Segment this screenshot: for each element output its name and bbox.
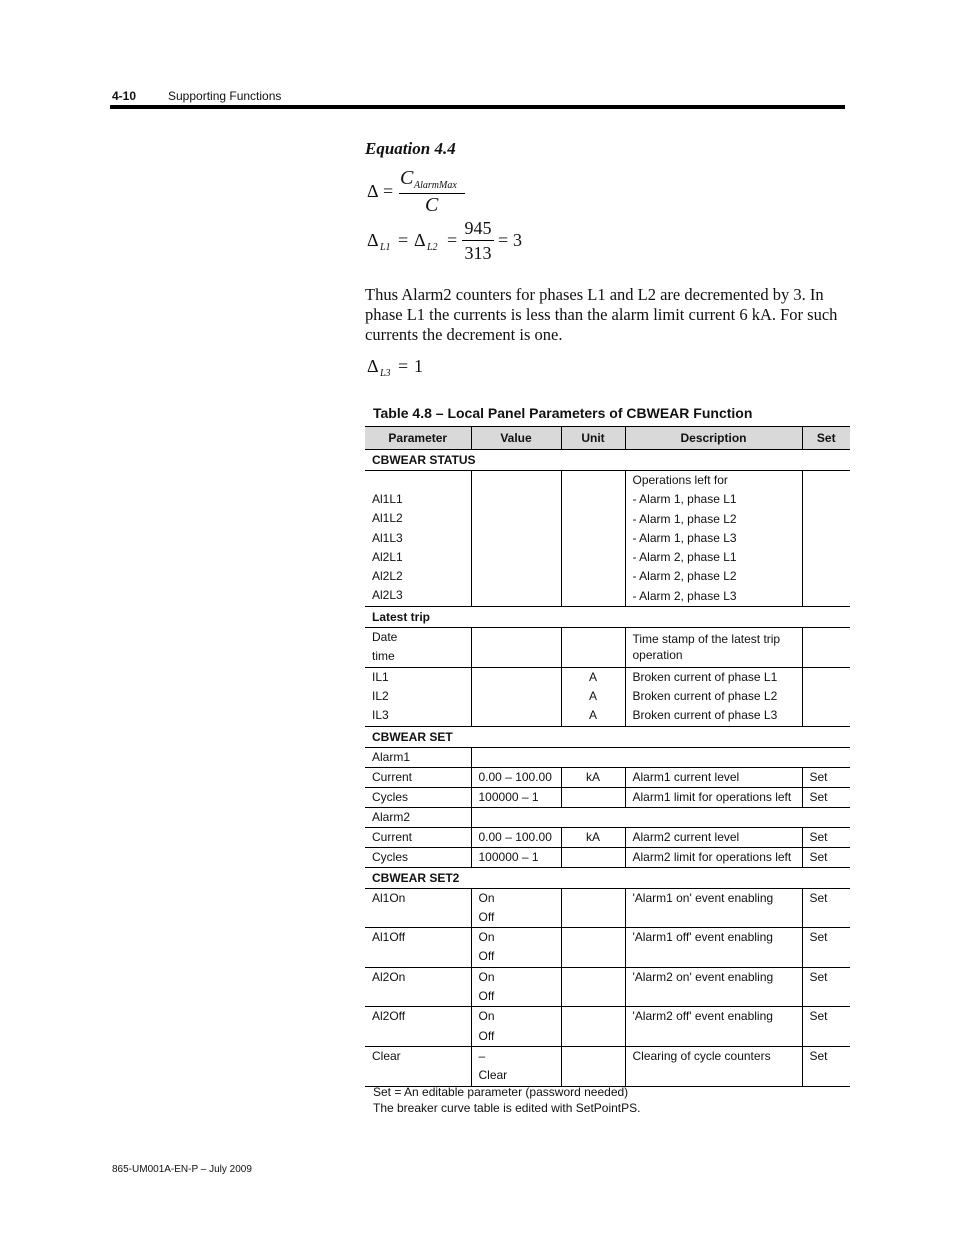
param-cell: Al1L1	[372, 492, 403, 506]
header-rule	[110, 105, 845, 109]
table-row	[365, 667, 850, 726]
set-cell: Set	[802, 888, 850, 928]
equals-sign: =	[383, 181, 394, 201]
desc-cell: Alarm1 current level	[625, 767, 802, 787]
section-row	[365, 726, 850, 747]
unit-cell	[561, 888, 625, 928]
desc-cell: - Alarm 2, phase L3	[632, 588, 737, 603]
desc-cell: Broken current of phase L1	[632, 669, 778, 684]
unit-cell: kA	[561, 767, 625, 787]
section-title: Supporting Functions	[168, 89, 282, 103]
unit-cell	[561, 787, 625, 807]
param-cell: IL2	[372, 688, 389, 703]
desc-cell: Broken current of phase L3	[632, 708, 778, 723]
table-footnotes	[373, 1085, 640, 1116]
unit-cell	[561, 967, 625, 1007]
il-params	[365, 667, 471, 726]
set-cell	[802, 471, 850, 607]
value-cell: 0.00 – 100.00	[471, 767, 561, 787]
equals-3: =	[498, 230, 509, 250]
unit-cell	[561, 628, 625, 668]
table-row	[365, 807, 850, 827]
value-cell	[471, 1007, 561, 1047]
status-descs	[625, 471, 802, 607]
unit-cell	[561, 847, 625, 867]
section-cbwear-set2: CBWEAR SET2	[365, 867, 850, 888]
desc-cell: Operations left for	[632, 473, 728, 487]
value-option: On	[478, 969, 495, 984]
desc-cell: Alarm2 limit for operations left	[625, 847, 802, 867]
desc-cell: 'Alarm1 on' event enabling	[625, 888, 802, 928]
value-cell	[471, 888, 561, 928]
param-cell: Al2L1	[372, 549, 403, 564]
fraction-2-numerator: 945	[464, 218, 492, 238]
page-number: 4-10	[112, 89, 137, 103]
table-caption: Table 4.8 – Local Panel Parameters of CBWEAR Function	[373, 405, 753, 421]
footnote: Set = An editable parameter (password needed)	[373, 1085, 629, 1099]
desc-cell: Broken current of phase L2	[632, 688, 778, 703]
param-cell: Current	[365, 767, 471, 787]
param-cell: IL1	[372, 669, 389, 684]
param-cell: Al2L3	[372, 588, 403, 603]
table-row	[365, 787, 850, 807]
section-cbwear-set: CBWEAR SET	[365, 726, 850, 747]
set-cell: Set	[802, 787, 850, 807]
set-cell	[802, 667, 850, 726]
sub-l2: L2	[427, 242, 438, 253]
value-option: Off	[478, 1028, 495, 1043]
value-option: On	[478, 890, 495, 905]
table-row	[365, 471, 850, 607]
value-option: Off	[478, 909, 495, 924]
value-cell	[471, 967, 561, 1007]
fraction-1-numerator	[399, 169, 465, 193]
desc-cell: 'Alarm2 on' event enabling	[625, 967, 802, 1007]
param-cell: Current	[365, 827, 471, 847]
alarm1-label: Alarm1	[365, 747, 471, 767]
body-paragraph: Thus Alarm2 counters for phases L1 and L2 are decremented by 3. In phase L1 the currents is less than the alarm limit current 6 kA. For such currents the decrement is one.	[365, 285, 838, 344]
value-cell: 100000 – 1	[471, 847, 561, 867]
parameters-table	[365, 426, 850, 1087]
desc-cell: - Alarm 1, phase L3	[632, 530, 737, 545]
set-cell: Set	[802, 967, 850, 1007]
table-row	[365, 827, 850, 847]
unit-cell: kA	[561, 827, 625, 847]
equation-1	[367, 169, 477, 219]
unit-cell	[561, 1007, 625, 1047]
param-cell: Clear	[365, 1046, 471, 1086]
equals-2: =	[447, 230, 458, 250]
value-cell	[471, 928, 561, 968]
section-row	[365, 867, 850, 888]
value-cell	[471, 667, 561, 726]
table-row	[365, 967, 850, 1007]
table-row	[365, 888, 850, 928]
param-cell: Date	[372, 630, 398, 645]
page-header	[112, 89, 281, 103]
set-cell: Set	[802, 827, 850, 847]
table-row	[365, 747, 850, 767]
unit-cell: A	[588, 708, 597, 723]
table-row	[365, 1046, 850, 1086]
param-cell: time	[372, 649, 395, 664]
numerator-subscript: AlarmMax	[414, 180, 457, 191]
param-cell: Al2Off	[365, 1007, 471, 1047]
numerator-c: C	[400, 167, 414, 189]
section-latest-trip: Latest trip	[365, 607, 850, 628]
param-cell: Cycles	[365, 847, 471, 867]
desc-cell: - Alarm 2, phase L1	[632, 550, 737, 565]
desc-cell: Alarm1 limit for operations left	[625, 787, 802, 807]
il-units	[561, 667, 625, 726]
delta-l1: Δ	[367, 230, 379, 250]
value-cell: 0.00 – 100.00	[471, 827, 561, 847]
set-cell: Set	[802, 928, 850, 968]
set-cell: Set	[802, 767, 850, 787]
param-cell: Al1L2	[372, 511, 403, 526]
delta-l2: Δ	[414, 230, 426, 250]
header-value: Value	[471, 427, 561, 450]
param-cell: Cycles	[365, 787, 471, 807]
param-cell: Al1L3	[372, 530, 403, 545]
il-descs	[625, 667, 802, 726]
fraction-1	[399, 169, 465, 216]
unit-cell: A	[588, 688, 597, 703]
unit-cell: A	[588, 669, 597, 684]
unit-cell	[561, 928, 625, 968]
set-cell: Set	[802, 1007, 850, 1047]
status-params	[365, 471, 471, 607]
equation-title: Equation 4.4	[365, 139, 456, 158]
param-cell: Al1On	[365, 888, 471, 928]
delta-l3: Δ	[367, 356, 379, 376]
set-cell	[802, 628, 850, 668]
empty-cell	[471, 807, 850, 827]
desc-cell: - Alarm 1, phase L2	[632, 511, 737, 526]
page-footer: 865-UM001A-EN-P – July 2009	[112, 1164, 252, 1175]
section-row	[365, 607, 850, 628]
section-row	[365, 450, 850, 471]
table-header-row	[365, 427, 850, 450]
footnote: The breaker curve table is edited with SetPointPS.	[373, 1100, 641, 1115]
fraction-2-denominator: 313	[464, 243, 492, 263]
value-option: Clear	[478, 1068, 508, 1083]
table-row	[365, 1007, 850, 1047]
sub-l3: L3	[380, 368, 391, 379]
desc-cell: 'Alarm2 off' event enabling	[625, 1007, 802, 1047]
table-row	[365, 847, 850, 867]
value-option: Off	[478, 949, 495, 964]
desc-cell: Alarm2 current level	[625, 827, 802, 847]
unit-cell	[561, 1046, 625, 1086]
result-l3: 1	[414, 356, 423, 376]
value-option: On	[478, 930, 495, 945]
table-row	[365, 628, 850, 668]
param-cell: Al2L2	[372, 569, 403, 584]
param-cell: Al2On	[365, 967, 471, 1007]
equals-l3: =	[398, 356, 409, 376]
value-cell	[471, 1046, 561, 1086]
fraction-1-denominator: C	[425, 194, 439, 216]
value-cell	[471, 471, 561, 607]
section-cbwear-status: CBWEAR STATUS	[365, 450, 850, 471]
set-cell: Set	[802, 1046, 850, 1086]
equation-3	[367, 354, 447, 384]
desc-cell: 'Alarm1 off' event enabling	[625, 928, 802, 968]
value-option: On	[478, 1009, 495, 1024]
unit-cell	[561, 471, 625, 607]
sub-l1: L1	[380, 242, 391, 253]
equals-1: =	[398, 230, 409, 250]
fraction-2	[462, 216, 494, 265]
desc-cell: - Alarm 1, phase L1	[632, 492, 737, 507]
header-parameter: Parameter	[365, 427, 471, 450]
equation-2	[367, 216, 537, 268]
result-3: 3	[513, 230, 522, 250]
value-option: Off	[478, 989, 495, 1004]
value-cell: 100000 – 1	[471, 787, 561, 807]
desc-cell: Clearing of cycle counters	[625, 1046, 802, 1086]
table-row	[365, 928, 850, 968]
set-cell: Set	[802, 847, 850, 867]
param-cell: IL3	[372, 708, 389, 723]
latest-desc: Time stamp of the latest trip operation	[625, 628, 802, 668]
latest-params	[365, 628, 471, 668]
header-unit: Unit	[561, 427, 625, 450]
delta-symbol: Δ	[367, 181, 379, 201]
header-description: Description	[625, 427, 802, 450]
value-option: –	[478, 1048, 486, 1063]
table-row	[365, 767, 850, 787]
header-set: Set	[802, 427, 850, 450]
value-cell	[471, 628, 561, 668]
alarm2-label: Alarm2	[365, 807, 471, 827]
desc-cell: - Alarm 2, phase L2	[632, 569, 737, 584]
empty-cell	[471, 747, 850, 767]
param-cell: Al1Off	[365, 928, 471, 968]
